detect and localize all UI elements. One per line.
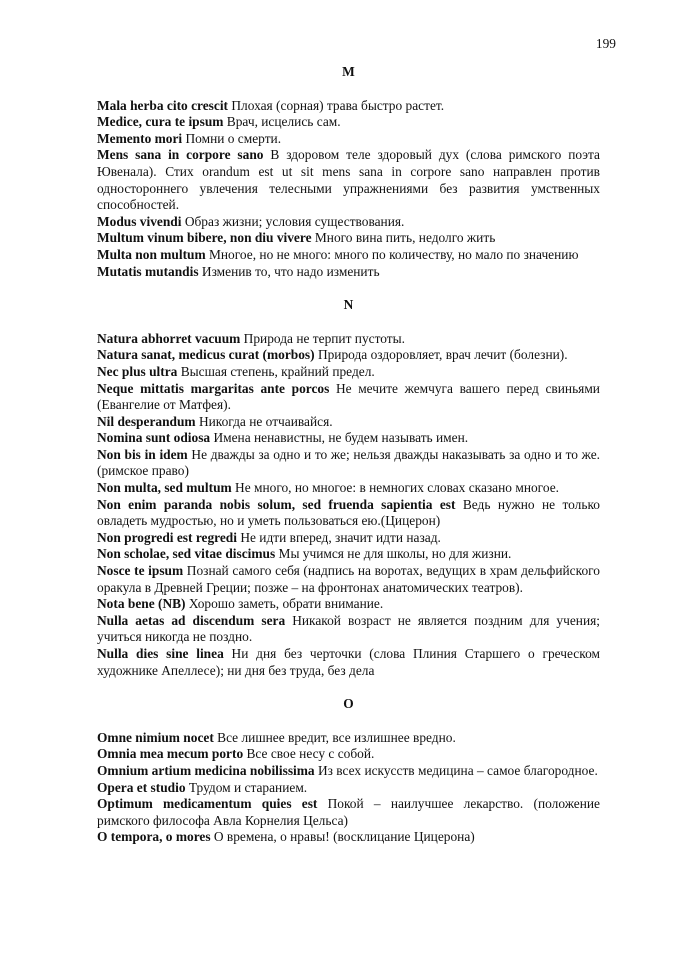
page-number: 199 [595,36,616,51]
entry-term: Nulla aetas ad discendum sera [97,612,286,628]
entry-term: Nomina sunt odiosa [97,430,211,446]
entry-definition: В здоровом теле здоровый дух (слова римского поэта Ювенала). Стих orandum est ut sit mens sana in corpore sano направлен против одностороннего увлечения телесными упражнениями без развития умственных способностей. [97,147,600,213]
entry-definition: Не дважды за одно и то же; нельзя дважды наказывать за одно и то же. (римское право) [97,446,600,479]
entry [97,131,600,148]
entry [97,596,600,613]
entry-term: Non enim paranda nobis solum, sed fruenda sapientia est [97,496,456,512]
entry [97,530,600,547]
entry [97,214,600,231]
entry-term: Nosce te ipsum [97,563,184,579]
entry [97,447,600,480]
entry [97,730,600,747]
entry [97,381,600,414]
entry-definition: Врач, исцелись сам. [223,114,341,130]
entry-definition: Не много, но многое: в немногих словах сказано многое. [231,480,559,496]
entry-definition: Никогда не отчаивайся. [195,413,333,429]
entry-definition: Из всех искусств медицина – самое благородное. [314,762,598,778]
entry [97,563,600,596]
entry-definition: Покой – наилучшее лекарство. (положение римского философа Авла Корнелия Цельса) [97,796,600,828]
entry [97,347,600,364]
entry-term: Omnia mea mecum porto [97,746,244,762]
entry-term: Mens sana in corpore sano [97,147,264,163]
entry [97,763,600,780]
section-n-entries [97,331,600,679]
entry-term: Mala herba cito crescit [97,97,229,113]
entry-term: Modus vivendi [97,213,182,229]
entry [97,331,600,348]
entry-term: Neque mittatis margaritas ante porcos [97,380,330,396]
entry-term: Non bis in idem [97,446,188,462]
entry [97,147,600,213]
entry [97,364,600,381]
entry-definition: Не идти вперед, значит идти назад. [236,529,441,545]
entry-term: Memento mori [97,130,183,146]
entry-definition: Хорошо заметь, обрати внимание. [185,596,384,612]
dictionary-content [97,64,600,846]
section-o-entries [97,730,600,846]
entry [97,646,600,679]
entry [97,98,600,115]
entry-term: Non progredi est regredi [97,529,237,545]
entry [97,414,600,431]
entry [97,546,600,563]
entry-term: Multa non multum [97,246,206,262]
entry-term: Mutatis mutandis [97,263,199,279]
entry-definition: Все лишнее вредит, все излишнее вредно. [213,729,456,745]
entry-definition: Высшая степень, крайний предел. [177,363,375,379]
entry-definition: О времена, о нравы! (восклицание Цицерона) [210,829,475,845]
entry-definition: Природа не терпит пустоты. [240,330,405,346]
entry-definition: Никакой возраст не является поздним для учения; учиться никогда не поздно. [97,612,600,645]
entry [97,829,600,846]
entry-definition: Мы учимся не для школы, но для жизни. [275,546,512,562]
entry [97,264,600,281]
section-heading-n: N [343,297,354,313]
entry-definition: Все свое несу с собой. [243,746,375,762]
entry-definition: Трудом и старанием. [185,779,308,795]
entry [97,497,600,530]
section-heading-o: O [343,696,354,712]
entry [97,480,600,497]
entry-term: Opera et studio [97,779,186,795]
entry-definition: Много вина пить, недолго жить [311,230,496,246]
entry-term: Omne nimium nocet [97,729,214,745]
entry [97,780,600,797]
entry-definition: Плохая (сорная) трава быстро растет. [228,97,445,113]
entry [97,430,600,447]
section-m-entries [97,98,600,281]
entry-definition: Многое, но не много: много по количеству, но мало по значению [205,246,579,262]
entry-term: O tempora, o mores [97,829,211,845]
entry [97,796,600,829]
entry-definition: Имена ненавистны, не будем называть имен. [210,430,469,446]
entry-term: Omnium artium medicina nobilissima [97,762,315,778]
entry-term: Non scholae, sed vitae discimus [97,546,276,562]
entry-definition: Ни дня без черточки (слова Плиния Старшего о греческом художнике Апеллесе); ни дня без труда, без дела [97,646,600,678]
entry-term: Nulla dies sine linea [97,646,224,661]
entry [97,613,600,646]
entry-term: Optimum medicamentum quies est [97,796,318,812]
entry-term: Nec plus ultra [97,363,178,379]
entry-definition: Познай самого себя (надпись на воротах, ведущих в храм дельфийского оракула в Древней Греции; позже – на фронтонах анатомических театров). [97,563,600,595]
entry-term: Non multa, sed multum [97,480,232,496]
entry-definition: Образ жизни; условия существования. [181,213,405,229]
entry-term: Natura abhorret vacuum [97,330,241,346]
entry [97,230,600,247]
entry [97,114,600,131]
entry-definition: Не мечите жемчуга вашего перед свиньями (Евангелие от Матфея). [97,380,600,413]
entry-definition: Ведь нужно не только овладеть мудростью, но и уметь пользоваться ею.(Цицерон) [97,496,600,529]
entry-definition: Изменив то, что надо изменить [198,263,380,279]
entry-definition: Природа оздоровляет, врач лечит (болезни). [314,347,568,363]
entry-term: Medice, cura te ipsum [97,114,224,130]
entry-term: Multum vinum bibere, non diu vivere [97,230,312,246]
entry-term: Natura sanat, medicus curat (morbos) [97,347,315,363]
entry-term: Nota bene (NB) [97,596,186,612]
entry [97,247,600,264]
entry-definition: Помни о смерти. [182,130,282,146]
entry-term: Nil desperandum [97,413,196,429]
section-heading-m: M [342,64,355,79]
entry [97,746,600,763]
